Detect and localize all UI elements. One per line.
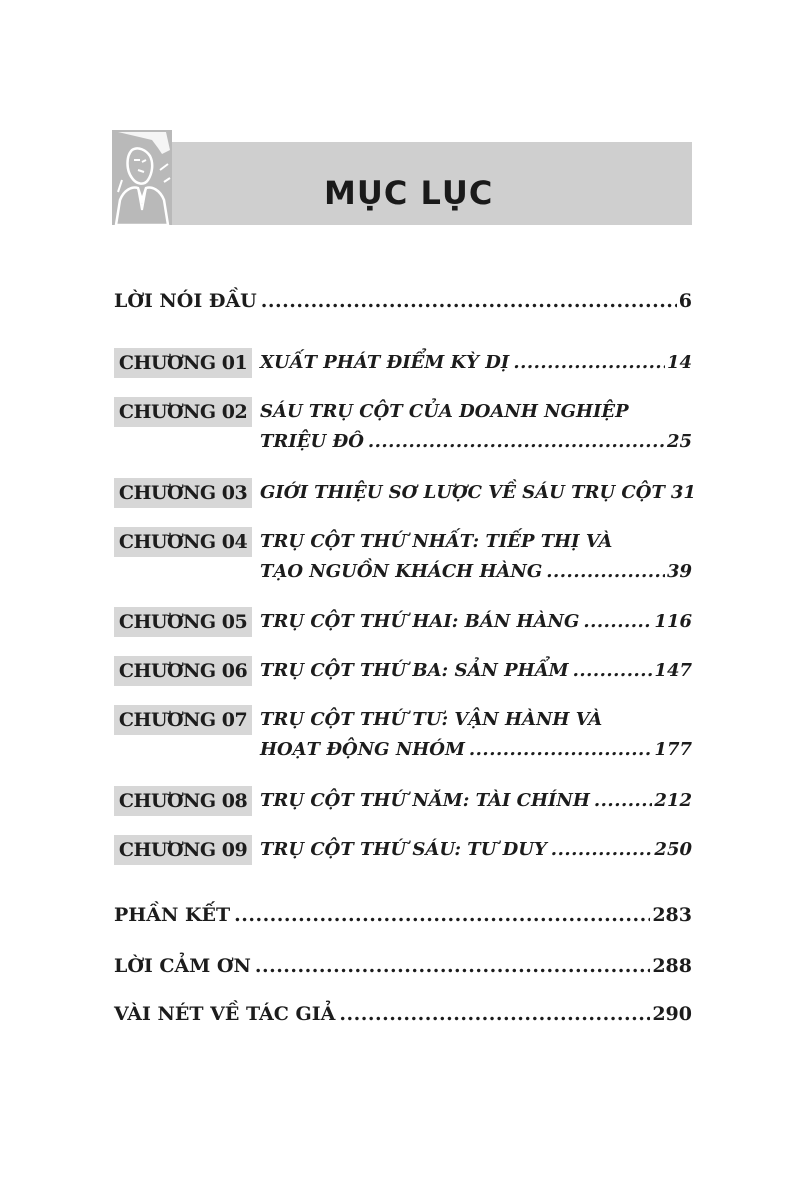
dot-leader bbox=[469, 735, 653, 765]
entry-page: 14 bbox=[666, 352, 692, 373]
chapter-label: CHƯƠNG 05 bbox=[114, 607, 252, 637]
dot-leader bbox=[594, 786, 653, 816]
chapter-title-line: TRỤ CỘT THỨ TƯ: VẬN HÀNH VÀ bbox=[260, 709, 603, 730]
entry-page: 25 bbox=[666, 431, 692, 452]
dot-leader bbox=[573, 656, 653, 686]
dot-leader bbox=[234, 900, 650, 930]
entry-page: 250 bbox=[654, 839, 692, 860]
entry-title: LỜI CẢM ƠN bbox=[114, 955, 251, 977]
entry-page: 177 bbox=[654, 739, 692, 760]
chapter-label: CHƯƠNG 02 bbox=[114, 397, 252, 427]
toc-header bbox=[112, 130, 692, 225]
chapter-label: CHƯƠNG 01 bbox=[114, 348, 252, 378]
entry-page: 147 bbox=[654, 660, 692, 681]
entry-page: 116 bbox=[654, 611, 692, 632]
entry-title: LỜI NÓI ĐẦU bbox=[114, 290, 257, 312]
chapter-title-line: SÁU TRỤ CỘT CỦA DOANH NGHIỆP bbox=[260, 401, 629, 422]
chapter-label: CHƯƠNG 06 bbox=[114, 656, 252, 686]
entry-page: 212 bbox=[654, 790, 692, 811]
chapter-label: CHƯƠNG 07 bbox=[114, 705, 252, 735]
toc-entry-front-matter[interactable] bbox=[114, 286, 692, 316]
chapter-label: CHƯƠNG 04 bbox=[114, 527, 252, 557]
dot-leader bbox=[261, 286, 677, 316]
chapter-title-line: TRỤ CỘT THỨ NĂM: TÀI CHÍNH bbox=[260, 790, 590, 811]
chapter-label: CHƯƠNG 03 bbox=[114, 478, 252, 508]
dot-leader bbox=[546, 557, 665, 587]
toc-entry-back-matter-1[interactable] bbox=[114, 900, 692, 930]
chapter-title-line: TRIỆU ĐÔ bbox=[260, 431, 364, 452]
chapter-title-line: XUẤT PHÁT ĐIỂM KỲ DỊ bbox=[260, 352, 510, 373]
entry-page: 39 bbox=[666, 561, 692, 582]
dot-leader bbox=[551, 835, 653, 865]
chapter-title-line: TRỤ CỘT THỨ HAI: BÁN HÀNG bbox=[260, 611, 580, 632]
chapter-title-line: TẠO NGUỒN KHÁCH HÀNG bbox=[260, 561, 543, 582]
chapter-title-line: HOẠT ĐỘNG NHÓM bbox=[260, 739, 465, 760]
dot-leader bbox=[339, 999, 650, 1029]
entry-page: 6 bbox=[678, 290, 692, 312]
gentleman-silhouette-icon bbox=[112, 130, 172, 225]
chapter-label: CHƯƠNG 08 bbox=[114, 786, 252, 816]
entry-title: VÀI NÉT VỀ TÁC GIẢ bbox=[114, 1003, 336, 1025]
chapter-title-line: TRỤ CỘT THỨ NHẤT: TIẾP THỊ VÀ bbox=[260, 531, 613, 552]
chapter-title-line: TRỤ CỘT THỨ SÁU: TƯ DUY bbox=[260, 839, 547, 860]
toc-entry-back-matter-3[interactable] bbox=[114, 999, 692, 1029]
dot-leader bbox=[255, 951, 650, 981]
dot-leader bbox=[583, 607, 652, 637]
entry-page: 288 bbox=[652, 955, 692, 977]
entry-title: PHẦN KẾT bbox=[114, 904, 231, 926]
chapter-label: CHƯƠNG 09 bbox=[114, 835, 252, 865]
chapter-title-line: GIỚI THIỆU SƠ LƯỢC VỀ SÁU TRỤ CỘT bbox=[260, 482, 665, 503]
chapter-title-line: TRỤ CỘT THỨ BA: SẢN PHẨM bbox=[260, 660, 569, 681]
dot-leader bbox=[513, 348, 665, 378]
dot-leader bbox=[368, 427, 665, 457]
entry-page: 31 bbox=[670, 482, 696, 503]
entry-page: 283 bbox=[652, 904, 692, 926]
toc-entry-back-matter-2[interactable] bbox=[114, 951, 692, 981]
page-title: MỤC LỤC bbox=[324, 174, 494, 212]
entry-page: 290 bbox=[652, 1003, 692, 1025]
